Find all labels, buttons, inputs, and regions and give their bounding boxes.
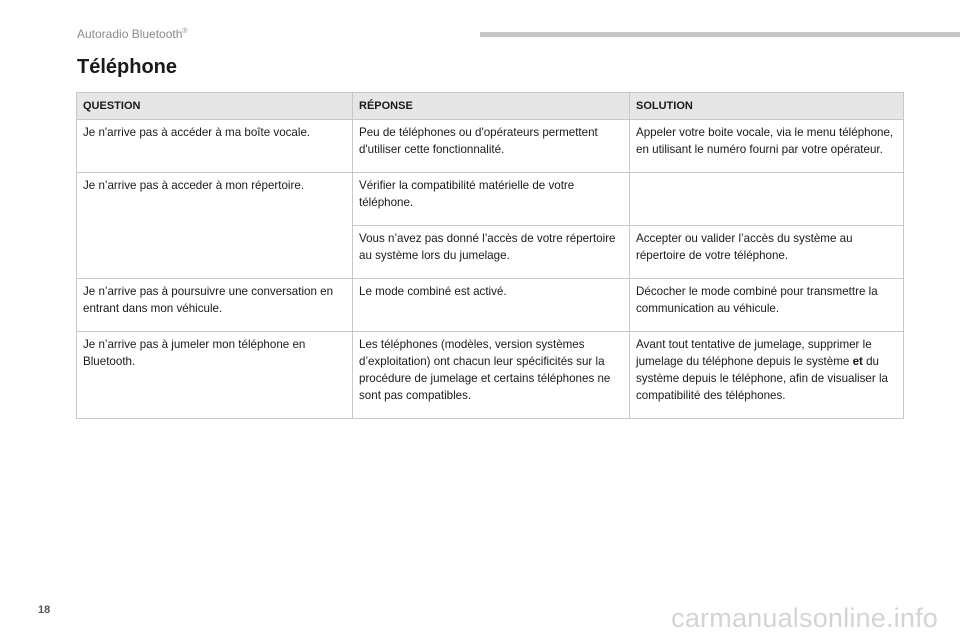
question-cell: Je n’arrive pas à jumeler mon téléphone en Bluetooth. bbox=[77, 332, 353, 419]
troubleshooting-table bbox=[76, 92, 904, 419]
question-cell: Je n’arrive pas à poursuivre une conversation en entrant dans mon véhicule. bbox=[77, 279, 353, 332]
column-header-response: RÉPONSE bbox=[353, 93, 630, 120]
header-rule bbox=[480, 32, 960, 37]
page-number: 18 bbox=[38, 604, 51, 616]
response-cell: Le mode combiné est activé. bbox=[353, 279, 630, 332]
response-cell: Vérifier la compatibilité matérielle de votre téléphone. bbox=[353, 173, 630, 226]
solution-cell: Appeler votre boite vocale, via le menu téléphone, en utilisant le numéro fourni par votre opérateur. bbox=[630, 120, 904, 173]
table-row bbox=[77, 120, 904, 173]
response-cell: Les téléphones (modèles, version systèmes d’exploitation) ont chacun leur spécificités sur la procédure de jumelage et certains téléphones ne sont pas compatibles. bbox=[353, 332, 630, 419]
table-row bbox=[77, 332, 904, 419]
table-header-row bbox=[77, 93, 904, 120]
solution-text-bold: et bbox=[852, 355, 863, 368]
response-cell: Vous n’avez pas donné l’accès de votre répertoire au système lors du jumelage. bbox=[353, 226, 630, 279]
question-cell: Je n'arrive pas à accéder à ma boîte vocale. bbox=[77, 120, 353, 173]
solution-cell bbox=[630, 332, 904, 419]
table-row bbox=[77, 173, 904, 226]
running-header bbox=[77, 27, 188, 41]
column-header-question: QUESTION bbox=[77, 93, 353, 120]
solution-cell bbox=[630, 173, 904, 226]
column-header-solution: SOLUTION bbox=[630, 93, 904, 120]
solution-cell: Décocher le mode combiné pour transmettre la communication au véhicule. bbox=[630, 279, 904, 332]
solution-cell: Accepter ou valider l’accès du système au répertoire de votre téléphone. bbox=[630, 226, 904, 279]
table-row bbox=[77, 279, 904, 332]
registered-mark: ® bbox=[182, 28, 188, 35]
running-header-text: Autoradio Bluetooth bbox=[77, 27, 183, 41]
solution-text-before: Avant tout tentative de jumelage, supprimer le jumelage du téléphone depuis le système bbox=[636, 338, 872, 368]
question-cell: Je n’arrive pas à acceder à mon répertoire. bbox=[77, 173, 353, 279]
response-cell: Peu de téléphones ou d'opérateurs permettent d'utiliser cette fonctionnalité. bbox=[353, 120, 630, 173]
solution-text-after: du système depuis le téléphone, afin de visualiser la compatibilité des téléphones. bbox=[636, 355, 888, 402]
watermark: carmanualsonline.info bbox=[671, 603, 938, 633]
page-title: Téléphone bbox=[77, 56, 178, 78]
